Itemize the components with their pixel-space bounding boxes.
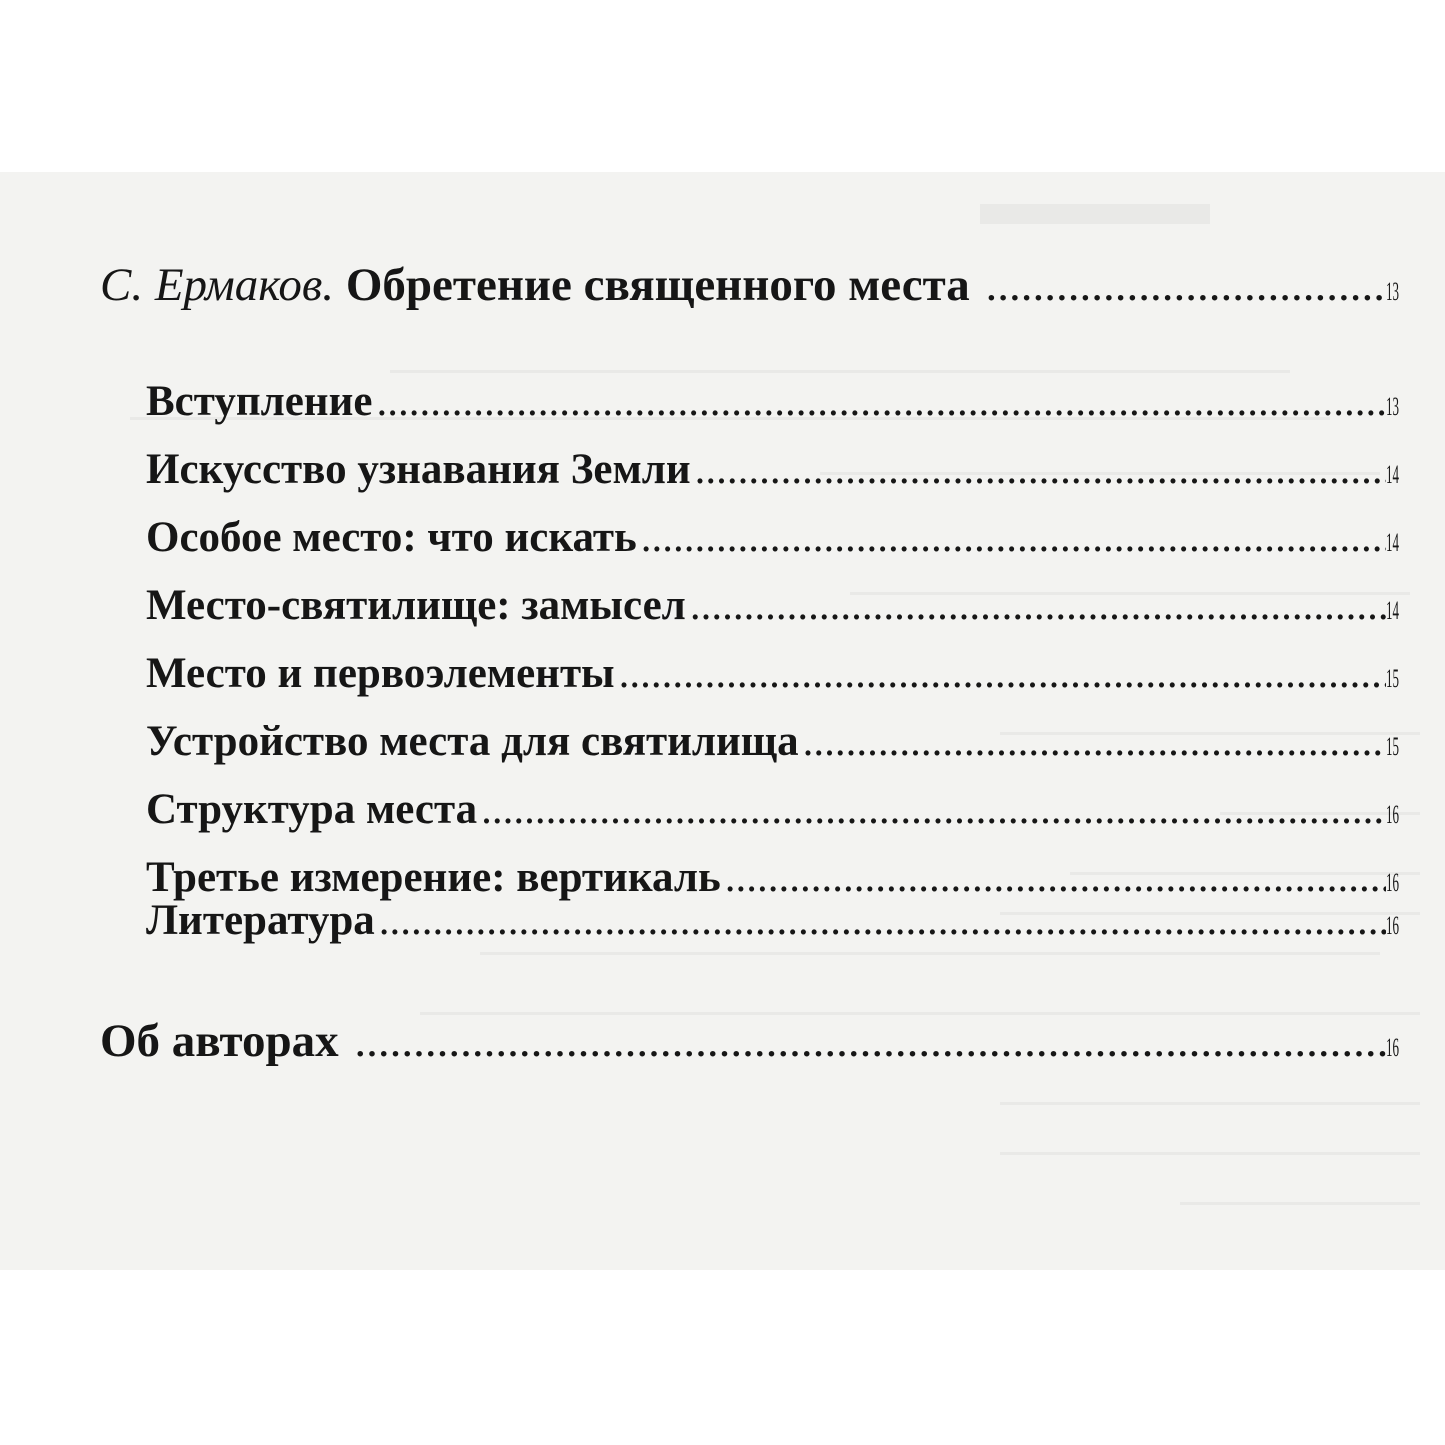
toc-item-title: Особое место: что искать <box>146 514 637 561</box>
toc-item[interactable] <box>146 896 1400 945</box>
toc-item-title: Искусство узнавания Земли <box>146 446 691 493</box>
toc-header-entry[interactable] <box>100 258 1400 312</box>
toc-item[interactable] <box>146 581 1400 630</box>
toc-item-title: Место и первоэлементы <box>146 650 615 697</box>
header-author: С. Ермаков. <box>100 259 335 311</box>
page-number: 13 <box>1386 392 1399 421</box>
page-number: 15 <box>1386 732 1399 761</box>
page-number: 16 <box>1386 1033 1399 1062</box>
toc-item[interactable] <box>146 377 1400 426</box>
toc-item-title: Устройство места для святилища <box>146 718 799 765</box>
page-number: 14 <box>1386 528 1399 557</box>
page-number: 15 <box>1386 664 1399 693</box>
dot-leader <box>725 853 1386 902</box>
dot-leader <box>481 785 1386 834</box>
toc-item[interactable] <box>146 785 1400 834</box>
toc-item-title: Третье измерение: вертикаль <box>146 854 721 901</box>
table-of-contents <box>0 172 1445 1270</box>
toc-item[interactable] <box>146 445 1400 494</box>
book-page <box>0 172 1445 1270</box>
dot-leader <box>376 377 1386 426</box>
toc-item-title: Структура места <box>146 786 478 833</box>
page-number: 16 <box>1386 868 1399 897</box>
dot-leader <box>803 717 1386 766</box>
dot-leader <box>985 258 1386 312</box>
page-number: 14 <box>1386 596 1399 625</box>
dot-leader <box>379 896 1386 945</box>
dot-leader <box>619 649 1386 698</box>
toc-item-title: Литература <box>146 897 375 944</box>
page-number: 13 <box>1386 277 1399 306</box>
toc-item-title: Место-святилище: замысел <box>146 582 686 629</box>
dot-leader <box>690 581 1386 630</box>
page-number: 16 <box>1386 800 1399 829</box>
dot-leader <box>354 1014 1386 1068</box>
toc-footer-entry[interactable] <box>100 1014 1400 1068</box>
toc-item-title: Вступление <box>146 378 373 425</box>
toc-item[interactable] <box>146 853 1400 902</box>
dot-leader <box>695 445 1386 494</box>
toc-item[interactable] <box>146 513 1400 562</box>
page-number: 16 <box>1386 911 1399 940</box>
dot-leader <box>641 513 1386 562</box>
toc-item[interactable] <box>146 649 1400 698</box>
page-number: 14 <box>1386 460 1399 489</box>
footer-title: Об авторах <box>100 1015 339 1067</box>
header-title: Обретение священного места <box>345 259 970 311</box>
toc-item[interactable] <box>146 717 1400 766</box>
